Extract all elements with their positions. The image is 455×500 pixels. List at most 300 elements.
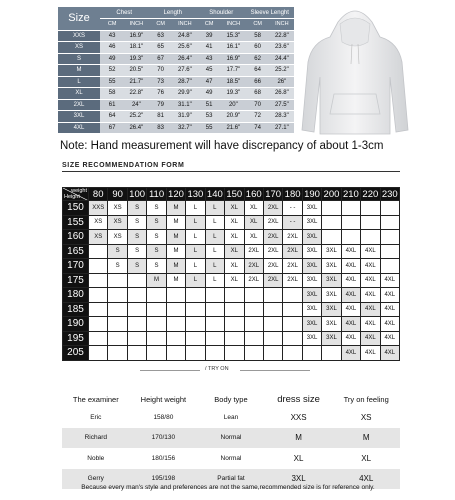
examiner-cell: Normal (220, 454, 242, 462)
weight-header: 230 (381, 188, 398, 200)
grid-cell (147, 346, 166, 361)
size-value: 16.9" (221, 53, 245, 65)
grid-cell (89, 302, 108, 317)
grid-cell (322, 201, 341, 216)
grid-cell: S (127, 244, 146, 259)
size-value: 26.8" (270, 88, 294, 100)
grid-cell (205, 288, 224, 303)
grid-cell (108, 288, 127, 303)
grid-cell: 3XL (302, 215, 321, 230)
try-on-label: / TRY ON (205, 366, 229, 372)
grid-row (63, 273, 400, 288)
grid-cell: 2XL (263, 244, 282, 259)
grid-cell: 4XL (341, 346, 360, 361)
examiner-row (62, 428, 400, 449)
grid-cell (361, 201, 380, 216)
size-value: 27.1" (270, 122, 294, 134)
size-value: 18.5" (221, 76, 245, 88)
size-value: 72 (246, 111, 270, 123)
grid-cell (380, 259, 399, 274)
size-value: 60 (246, 42, 270, 54)
examiner-row (62, 407, 400, 428)
size-value: 43 (197, 53, 221, 65)
size-value: 17.7" (221, 65, 245, 77)
size-value: 45 (197, 65, 221, 77)
size-header: Size (58, 7, 100, 30)
size-value: 41 (197, 42, 221, 54)
grid-cell: 3XL (322, 288, 341, 303)
grid-cell (89, 273, 108, 288)
examiner-cell: 3XL (265, 469, 333, 490)
size-value: 52 (100, 65, 124, 77)
grid-cell: 3XL (322, 273, 341, 288)
size-value: 15.3" (221, 30, 245, 42)
grid-cell (322, 230, 341, 245)
corner-weight-label: weight (71, 188, 87, 194)
grid-cell: 2XL (283, 273, 302, 288)
grid-cell: 3XL (322, 331, 341, 346)
examiner-header: Try on feeling (343, 395, 389, 404)
grid-cell (166, 331, 185, 346)
grid-cell (108, 331, 127, 346)
grid-cell (341, 215, 360, 230)
size-value: 24.4" (270, 53, 294, 65)
grid-cell (225, 346, 244, 361)
grid-cell: M (166, 259, 185, 274)
grid-cell: 4XL (361, 302, 380, 317)
grid-cell: 2XL (283, 244, 302, 259)
grid-cell: 3XL (302, 288, 321, 303)
size-value: 70 (246, 99, 270, 111)
grid-cell (322, 215, 341, 230)
examiner-cell: M (265, 428, 333, 449)
grid-cell (380, 215, 399, 230)
size-value: 22.8" (270, 30, 294, 42)
size-row (58, 111, 294, 123)
group-header: Shoulder (197, 7, 246, 19)
grid-cell: XS (89, 215, 108, 230)
grid-cell: 4XL (380, 317, 399, 332)
size-value: 23.6" (270, 42, 294, 54)
weight-header: 130 (187, 188, 204, 200)
grid-cell (127, 302, 146, 317)
size-value: 64 (100, 111, 124, 123)
examiner-header: Height weight (140, 395, 187, 404)
grid-cell (89, 259, 108, 274)
size-value: 43 (100, 30, 124, 42)
grid-cell (127, 273, 146, 288)
examiner-cell: 158/80 (153, 413, 174, 421)
grid-cell: M (166, 201, 185, 216)
grid-cell (127, 346, 146, 361)
examiner-cell: 180/156 (151, 454, 176, 462)
grid-cell: 2XL (263, 215, 282, 230)
weight-header: 200 (323, 188, 340, 200)
size-value: 21.6" (221, 122, 245, 134)
grid-cell: XL (225, 259, 244, 274)
grid-cell: L (205, 201, 224, 216)
examiner-cell: Eric (90, 413, 102, 421)
grid-cell (147, 288, 166, 303)
grid-cell: S (127, 259, 146, 274)
grid-cell: S (147, 215, 166, 230)
grid-cell: L (186, 244, 205, 259)
grid-cell: S (127, 201, 146, 216)
grid-cell: M (166, 244, 185, 259)
size-value: 55 (197, 122, 221, 134)
height-header: 150 (63, 201, 89, 216)
grid-cell (361, 230, 380, 245)
weight-header: 90 (108, 188, 127, 201)
examiner-cell: 4XL (332, 469, 400, 490)
grid-cell (341, 201, 360, 216)
examiner-cell: 195/198 (130, 469, 198, 490)
grid-row (63, 346, 400, 361)
grid-cell (283, 346, 302, 361)
size-value: 27.6" (173, 65, 197, 77)
grid-cell: 4XL (361, 317, 380, 332)
examiner-header: The examiner (72, 395, 119, 404)
grid-cell (283, 331, 302, 346)
size-value: 70 (149, 65, 173, 77)
grid-cell (225, 302, 244, 317)
grid-cell: L (186, 259, 205, 274)
form-title: SIZE RECOMMENDATION FORM (62, 162, 185, 169)
grid-cell (186, 288, 205, 303)
grid-cell (147, 317, 166, 332)
size-value: 25.6" (173, 42, 197, 54)
grid-cell (186, 331, 205, 346)
examiner-header: Body type (214, 395, 248, 404)
size-value: 20.5" (124, 65, 148, 77)
height-header: 160 (63, 230, 89, 245)
height-header: 195 (63, 331, 89, 346)
grid-cell: 4XL (341, 331, 360, 346)
size-value: 64 (246, 65, 270, 77)
size-value: 83 (149, 122, 173, 134)
grid-cell (205, 346, 224, 361)
grid-cell (263, 317, 282, 332)
grid-row (63, 288, 400, 303)
grid-cell (283, 317, 302, 332)
grid-cell: XS (89, 230, 108, 245)
grid-cell (263, 302, 282, 317)
grid-cell: S (147, 259, 166, 274)
grid-cell: M (166, 273, 185, 288)
size-value: 24.8" (173, 30, 197, 42)
examiner-cell: 170/130 (130, 428, 198, 449)
grid-cell: XL (244, 201, 263, 216)
size-row (58, 65, 294, 77)
size-value: 76 (149, 88, 173, 100)
group-header: Chest (100, 7, 149, 19)
size-value: 28.3" (270, 111, 294, 123)
examiner-cell: Gerry (62, 469, 130, 490)
height-header: 170 (63, 259, 89, 274)
size-value: 26.4" (124, 122, 148, 134)
grid-cell: 3XL (322, 302, 341, 317)
size-row (58, 88, 294, 100)
grid-cell (147, 302, 166, 317)
weight-header: 140 (206, 188, 223, 200)
grid-cell: 4XL (380, 346, 399, 361)
size-value: 25.2" (270, 65, 294, 77)
grid-cell: 2XL (263, 273, 282, 288)
size-row (58, 42, 294, 54)
unit-header: INCH (124, 19, 148, 31)
size-value: 73 (149, 76, 173, 88)
weight-header: 210 (342, 188, 359, 200)
size-value: 19.3" (124, 53, 148, 65)
size-name: XS (58, 42, 100, 54)
grid-cell (89, 346, 108, 361)
height-header: 190 (63, 317, 89, 332)
grid-cell (108, 302, 127, 317)
size-value: 61 (100, 99, 124, 111)
grid-cell: XS (108, 230, 127, 245)
grid-cell (205, 331, 224, 346)
grid-cell: 2XL (283, 230, 302, 245)
grid-cell (205, 317, 224, 332)
grid-cell (89, 331, 108, 346)
size-name: S (58, 53, 100, 65)
size-value: 24" (124, 99, 148, 111)
weight-header: 120 (168, 188, 184, 200)
grid-row (63, 317, 400, 332)
grid-cell: 4XL (361, 259, 380, 274)
size-value: 74 (246, 122, 270, 134)
grid-cell: 4XL (341, 302, 360, 317)
size-name: M (58, 65, 100, 77)
grid-cell: 4XL (380, 288, 399, 303)
grid-cell: M (166, 215, 185, 230)
grid-cell: 3XL (322, 259, 341, 274)
grid-cell: 3XL (322, 244, 341, 259)
grid-cell (89, 288, 108, 303)
grid-row (63, 215, 400, 230)
grid-cell: L (205, 230, 224, 245)
size-value: 28.7" (173, 76, 197, 88)
size-value: 46 (100, 42, 124, 54)
weight-header: 170 (265, 188, 282, 200)
grid-cell: L (205, 273, 224, 288)
examiner-cell: XXS (290, 412, 307, 422)
weight-header: 220 (362, 188, 379, 200)
grid-cell (127, 317, 146, 332)
group-header: Length (149, 7, 198, 19)
grid-cell (225, 331, 244, 346)
grid-cell: XS (108, 215, 127, 230)
grid-cell: XL (225, 244, 244, 259)
grid-cell (322, 346, 341, 361)
examiner-header: dress size (277, 394, 320, 405)
grid-row (63, 230, 400, 245)
grid-cell: XS (108, 201, 127, 216)
grid-cell: - - (283, 215, 302, 230)
grid-cell: 4XL (361, 346, 380, 361)
grid-cell (244, 288, 263, 303)
grid-cell (283, 288, 302, 303)
grid-cell: 3XL (302, 331, 321, 346)
grid-cell: 2XL (244, 259, 263, 274)
grid-cell: S (147, 201, 166, 216)
grid-cell: XL (225, 273, 244, 288)
size-value: 26.4" (173, 53, 197, 65)
group-header: Sleeve Lenght (246, 7, 295, 19)
height-header: 165 (63, 244, 89, 259)
size-value: 20" (221, 99, 245, 111)
examiner-cell: Partial fat (197, 469, 265, 490)
grid-cell: 2XL (263, 259, 282, 274)
examiner-cell: XS (360, 412, 372, 422)
size-value: 19.3" (221, 88, 245, 100)
grid-cell: 4XL (341, 259, 360, 274)
grid-cell: L (186, 273, 205, 288)
grid-cell: XL (225, 215, 244, 230)
size-value: 68 (246, 88, 270, 100)
grid-cell (166, 346, 185, 361)
weight-header: 160 (245, 188, 262, 200)
grid-cell (166, 288, 185, 303)
grid-cell: 3XL (302, 259, 321, 274)
size-value: 31.9" (173, 111, 197, 123)
size-value: 26" (270, 76, 294, 88)
size-value: 25.2" (124, 111, 148, 123)
grid-cell (244, 302, 263, 317)
grid-cell: 4XL (361, 273, 380, 288)
grid-cell: L (205, 244, 224, 259)
grid-cell: 3XL (302, 201, 321, 216)
height-header: 185 (63, 302, 89, 317)
grid-cell: 3XL (302, 317, 321, 332)
grid-cell: L (186, 201, 205, 216)
grid-cell (108, 346, 127, 361)
size-value: 58 (246, 30, 270, 42)
grid-cell (244, 331, 263, 346)
grid-cell: XL (244, 215, 263, 230)
grid-cell: XL (225, 230, 244, 245)
size-recommendation-grid (62, 187, 400, 361)
grid-cell (263, 346, 282, 361)
examiner-cell: M (332, 428, 400, 449)
examiner-cell: Richard (62, 428, 130, 449)
try-on-line-right (240, 370, 310, 371)
grid-cell (147, 331, 166, 346)
grid-cell (186, 302, 205, 317)
weight-header: 80 (89, 188, 108, 201)
grid-row (63, 201, 400, 216)
grid-cell: 3XL (302, 273, 321, 288)
size-value: 29.9" (173, 88, 197, 100)
grid-corner (63, 188, 89, 201)
grid-cell (380, 244, 399, 259)
size-row (58, 99, 294, 111)
examiner-cell: XL (361, 453, 372, 463)
grid-cell: 2XL (263, 201, 282, 216)
measurement-note: Note: Hand measurement will have discrepancy of about 1-3cm (60, 140, 384, 152)
examiner-cell: Normal (197, 428, 265, 449)
size-value: 55 (100, 76, 124, 88)
grid-cell (108, 317, 127, 332)
size-value: 39 (197, 30, 221, 42)
grid-cell: S (108, 244, 127, 259)
size-value: 47 (197, 76, 221, 88)
grid-cell: L (205, 215, 224, 230)
grid-cell: 4XL (380, 302, 399, 317)
grid-cell: 2XL (244, 273, 263, 288)
size-value: 67 (149, 53, 173, 65)
grid-cell: S (147, 244, 166, 259)
unit-header: CM (246, 19, 270, 31)
grid-cell: 2XL (263, 230, 282, 245)
size-name: 3XL (58, 111, 100, 123)
examiner-cell: XL (293, 453, 304, 463)
grid-cell: 4XL (361, 331, 380, 346)
grid-cell: XL (244, 230, 263, 245)
grid-cell (263, 331, 282, 346)
grid-cell (205, 302, 224, 317)
grid-cell (89, 244, 108, 259)
unit-header: INCH (221, 19, 245, 31)
grid-row (63, 331, 400, 346)
grid-cell (186, 317, 205, 332)
grid-cell: 3XL (302, 230, 321, 245)
grid-cell (302, 346, 321, 361)
size-value: 49 (100, 53, 124, 65)
examiner-cell: Noble (87, 454, 105, 462)
size-value: 16.9" (124, 30, 148, 42)
try-on-line-left (140, 370, 200, 371)
grid-row (63, 302, 400, 317)
grid-cell: 3XL (302, 302, 321, 317)
height-header: 175 (63, 273, 89, 288)
grid-cell: M (166, 230, 185, 245)
grid-cell (225, 317, 244, 332)
grid-cell (127, 288, 146, 303)
grid-cell: XL (225, 201, 244, 216)
grid-cell: S (127, 230, 146, 245)
size-value: 20.9" (221, 111, 245, 123)
weight-header: 110 (147, 188, 166, 201)
size-value: 79 (149, 99, 173, 111)
grid-cell: - - (283, 201, 302, 216)
grid-cell (361, 215, 380, 230)
grid-cell (283, 302, 302, 317)
grid-cell: 2XL (283, 259, 302, 274)
grid-cell (380, 201, 399, 216)
size-value: 18.1" (124, 42, 148, 54)
grid-cell: 4XL (361, 244, 380, 259)
size-value: 51 (197, 99, 221, 111)
grid-cell: 3XL (322, 317, 341, 332)
unit-header: CM (197, 19, 221, 31)
grid-cell: M (147, 273, 166, 288)
unit-header: CM (100, 19, 124, 31)
grid-row (63, 259, 400, 274)
grid-cell (186, 346, 205, 361)
size-name: 2XL (58, 99, 100, 111)
size-value: 16.1" (221, 42, 245, 54)
size-value: 49 (197, 88, 221, 100)
size-value: 32.7" (173, 122, 197, 134)
grid-cell: S (108, 259, 127, 274)
size-row (58, 122, 294, 134)
grid-cell: 4XL (341, 273, 360, 288)
size-value: 62 (246, 53, 270, 65)
size-name: XXS (58, 30, 100, 42)
grid-cell: S (147, 230, 166, 245)
size-name: L (58, 76, 100, 88)
